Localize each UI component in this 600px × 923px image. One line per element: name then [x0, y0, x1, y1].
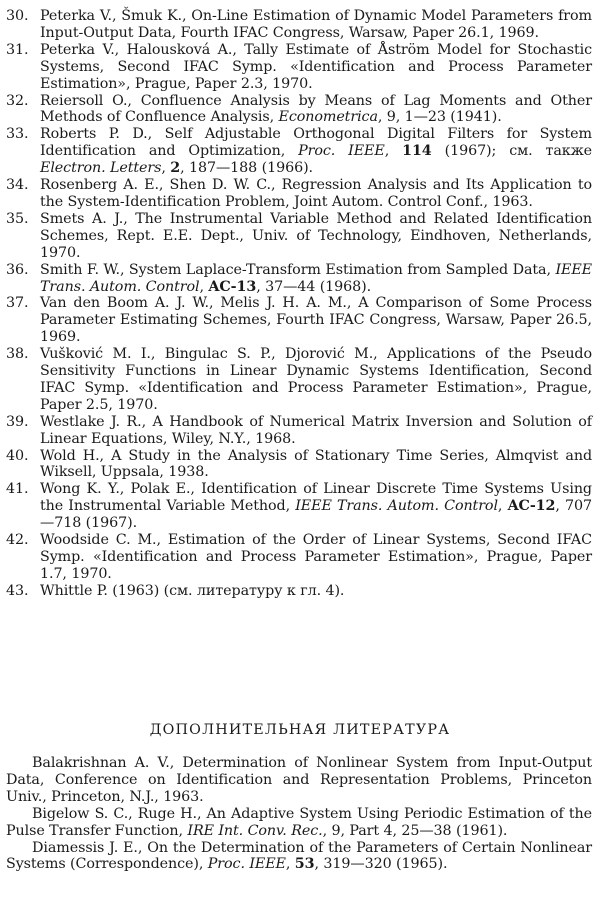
reference-body [40, 126, 592, 177]
reference-text-segment: , 707—718 (1967). [40, 498, 592, 532]
reference-text-segment: AC-13 [208, 278, 257, 295]
reference-body [40, 448, 592, 482]
reference-text-segment: Econometrica [278, 109, 378, 126]
reference-item [6, 481, 592, 532]
reference-item [6, 93, 592, 127]
reference-item [6, 8, 592, 42]
reference-number: 39. [6, 413, 29, 430]
reference-text-segment: , 187—188 (1966). [180, 160, 313, 177]
reference-number: 38. [6, 346, 29, 363]
reference-text-segment: , [161, 160, 171, 177]
reference-text-segment: Bigelow S. C., Ruge H., An Adaptive System Using Periodic Estimation of the Pulse Transfer Function, [6, 805, 592, 839]
reference-body [40, 481, 592, 532]
reference-text-segment: Proc. IEEE [298, 143, 385, 160]
reference-number: 33. [6, 126, 29, 143]
reference-text-segment: AC-12 [507, 498, 556, 515]
reference-text-segment: Proc. IEEE [207, 856, 286, 873]
reference-text-segment: Woodside C. M., Estimation of the Order of Linear Systems, Second IFAC Symp. «Identification and Process Parameter Estimation», Prague, Paper 1.7, 1970. [40, 532, 592, 582]
reference-list [6, 8, 592, 600]
additional-reference-list [6, 755, 592, 873]
reference-body [40, 211, 592, 262]
reference-item [6, 346, 592, 414]
reference-text-segment: , 9, Part 4, 25—38 (1961). [322, 822, 508, 839]
reference-number: 32. [6, 92, 29, 109]
reference-body [40, 295, 592, 346]
reference-number: 42. [6, 532, 29, 549]
reference-text-segment: Whittle P. (1963) (см. литературу к гл. 4). [40, 582, 345, 599]
reference-text-segment: Electron. Letters [40, 160, 162, 177]
reference-number: 41. [6, 481, 29, 498]
reference-text-segment: Reiersoll O., Confluence Analysis by Means of Lag Moments and Other Methods of Confluence Analysis, [40, 92, 592, 126]
reference-text-segment: , 319—320 (1965). [314, 856, 448, 873]
reference-text-segment: , 9, 1—23 (1941). [377, 109, 502, 126]
reference-body [40, 262, 592, 296]
reference-text-segment: Wold H., A Study in the Analysis of Stationary Time Series, Almqvist and Wiksell, Uppsala, 1938. [40, 447, 592, 481]
reference-text-segment: IEEE Trans. Autom. Control [295, 498, 498, 515]
additional-reference-item [6, 755, 592, 806]
reference-text-segment: Westlake J. R., A Handbook of Numerical Matrix Inversion and Solution of Linear Equations, Wiley, N.Y., 1968. [40, 413, 592, 447]
reference-text-segment: Roberts P. D., Self Adjustable Orthogonal Digital Filters for System Identification and Optimization, [40, 126, 592, 160]
reference-item [6, 262, 592, 296]
reference-body [40, 346, 592, 414]
reference-text-segment: Wong K. Y., Polak E., Identification of Linear Discrete Time Systems Using the Instrumental Variable Method, [40, 481, 592, 515]
reference-text-segment: , [285, 856, 295, 873]
reference-text-segment: , [384, 143, 403, 160]
reference-text-segment: 114 [402, 143, 432, 160]
reference-item [6, 583, 592, 600]
reference-item [6, 295, 592, 346]
reference-text-segment: , [199, 278, 209, 295]
additional-reference-item [6, 806, 592, 840]
reference-text-segment: Van den Boom A. J. W., Melis J. H. A. M., A Comparison of Some Process Parameter Estimating Schemes, Fourth IFAC Congress, Warsaw, Paper 26.5, 1969. [40, 295, 592, 346]
reference-text-segment: Rosenberg A. E., Shen D. W. C., Regression Analysis and Its Application to the System-Identification Problem, Joint Autom. Control Conf., 1963. [40, 177, 592, 210]
reference-text-segment: , 37—44 (1968). [256, 278, 372, 295]
reference-item [6, 414, 592, 448]
additional-reference-item [6, 840, 592, 874]
reference-body [40, 8, 592, 42]
reference-item [6, 211, 592, 262]
reference-number: 34. [6, 177, 29, 194]
reference-number: 30. [6, 8, 29, 24]
reference-item [6, 448, 592, 482]
reference-text-segment: Peterka V., Halousková A., Tally Estimate of Åström Model for Stochastic Systems, Second IFAC Symp. «Identification and Process Parameter Estimation», Prague, Paper 2.3, 1970. [40, 41, 592, 92]
reference-number: 40. [6, 447, 29, 464]
reference-body [40, 177, 592, 211]
reference-item [6, 532, 592, 583]
reference-body [40, 414, 592, 448]
reference-text-segment: 2 [170, 160, 181, 177]
reference-text-segment: Vušković M. I., Bingulac S. P., Djorović M., Applications of the Pseudo Sensitivity Functions in Linear Dynamic Systems Identification, Second IFAC Symp. «Identification and Process Parameter Estimation», Prague, Paper 2.5, 1970. [40, 346, 592, 413]
reference-item [6, 42, 592, 93]
reference-body [40, 93, 592, 127]
additional-literature-heading: ДОПОЛНИТЕЛЬНАЯ ЛИТЕРАТУРА [149, 722, 451, 738]
reference-item [6, 126, 592, 177]
reference-text-segment: , [497, 498, 508, 515]
reference-text-segment: Smets A. J., The Instrumental Variable Method and Related Identification Schemes, Rept. E.E. Dept., Univ. of Technology, Eindhoven, Netherlands, 1970. [40, 210, 592, 261]
reference-body [40, 532, 592, 583]
reference-number: 37. [6, 295, 29, 312]
reference-text-segment: (1967); см. также [431, 143, 592, 160]
reference-number: 43. [6, 582, 29, 599]
reference-text-segment: 53 [294, 856, 315, 873]
reference-number: 36. [6, 261, 29, 278]
reference-text-segment: Smith F. W., System Laplace-Transform Estimation from Sampled Data, [40, 261, 556, 278]
reference-text-segment: Balakrishnan A. V., Determination of Nonlinear System from Input-Output Data, Conference on Identification and Representation Problems, Princeton Univ., Princeton, N.J., 1963. [6, 755, 592, 805]
reference-text-segment: IEEE Trans. Autom. Control [40, 261, 592, 295]
reference-body [40, 42, 592, 93]
reference-text-segment: IRE Int. Conv. Rec. [187, 822, 323, 839]
reference-text-segment: Peterka V., Šmuk K., On-Line Estimation of Dynamic Model Parameters from Input-Output Data, Fourth IFAC Congress, Warsaw, Paper 26.1, 1969. [40, 8, 592, 41]
reference-text-segment: Diamessis J. E., On the Determination of the Parameters of Certain Nonlinear Systems (Correspondence), [6, 839, 592, 873]
reference-body [40, 583, 592, 600]
reference-item [6, 177, 592, 211]
reference-number: 35. [6, 210, 29, 227]
reference-number: 31. [6, 41, 29, 58]
